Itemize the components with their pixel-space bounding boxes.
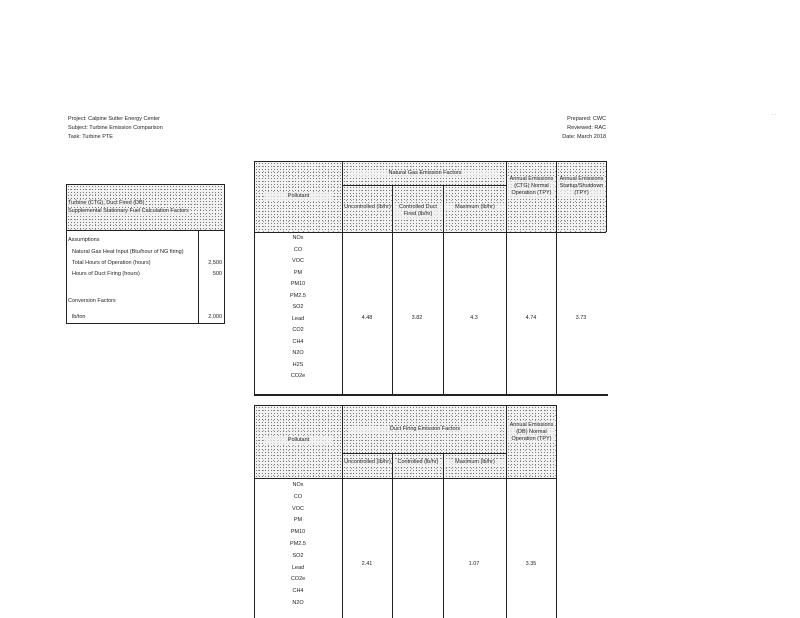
table2-pollutant-name: CH4 (292, 588, 304, 595)
assumption-row-label: Hours of Duct Firing (hours) (72, 271, 140, 277)
table2-pollutant-name: CO (293, 493, 303, 500)
table2-value: 3.35 (525, 561, 537, 567)
table1-pollutant-name: H2S (292, 361, 304, 368)
table1-subheader: Maximum (lb/hr) (446, 204, 504, 211)
table2-pollutant-header: Pollutant (265, 437, 332, 444)
table2-subheader: Uncontrolled (lb/hr) (344, 459, 391, 465)
subject-line: Subject: Turbine Emission Comparison (68, 125, 163, 131)
table1-left-border (254, 161, 255, 394)
table2-group-divider (343, 453, 506, 454)
table2-value: 2.41 (361, 561, 373, 567)
assumption-row-label: Natural Gas Heat Input (Btu/hour of NG firing) (72, 249, 184, 255)
table1-col-line (443, 186, 444, 394)
table2-pollutant-name: PM (293, 517, 303, 524)
table2-header-bottom (254, 478, 556, 479)
table2-pollutant-name: PM2.5 (290, 541, 306, 547)
table1-pollutant-name: PM10 (290, 281, 306, 287)
table1-col-line (506, 161, 507, 394)
table1-pollutant-name: PM (293, 269, 303, 276)
table2-col-line (506, 405, 507, 618)
table1-col-line (392, 186, 393, 394)
table1-pollutant-name: CO (293, 246, 303, 253)
table1-value: 4.74 (525, 315, 537, 321)
table2-col-line (342, 405, 343, 618)
table1-value: 3.82 (411, 315, 423, 321)
parameter-box-divider (66, 230, 225, 231)
table1-annual-header-cell (507, 162, 556, 232)
prepared-line: Prepared: CWC (567, 116, 606, 122)
table2-group-header: Duct Firing Emission Factors (350, 426, 500, 433)
review-header (560, 115, 606, 142)
project-header (68, 115, 163, 142)
table1-value: 4.48 (361, 315, 373, 321)
table1-subheader: Controlled Duct Fired (lb/hr) (394, 204, 442, 218)
table1-value: 3.73 (575, 315, 587, 321)
table1-pollutant-name: PM2.5 (290, 292, 306, 299)
parameter-box-column-line (198, 230, 199, 324)
reviewed-line: Reviewed: RAC (567, 125, 606, 131)
table1-pollutant-name: CO2 (292, 327, 304, 333)
assumptions-label: Assumptions (68, 237, 100, 243)
table1-subheader: Uncontrolled (lb/hr) (344, 204, 391, 210)
table1-pollutant-name: CO2e (290, 373, 306, 379)
table1-value: 4.3 (470, 315, 478, 321)
table2-pollutant-name: SO2 (292, 552, 304, 559)
table1-pollutant-name: VOC (292, 258, 304, 264)
table1-header-bottom (254, 232, 606, 233)
table2-pollutant-name: N2O (292, 600, 304, 606)
table1-pollutant-name: SO2 (292, 304, 304, 310)
table2-annual-header: Annual Emissions (DB) Normal Operation (TPY) (509, 422, 554, 442)
assumption-row-label: Total Hours of Operation (hours) (72, 260, 151, 266)
table2-right-border (556, 405, 557, 618)
table1-pollutant-header: Pollutant (265, 193, 332, 200)
table1-pollutant-name: N2O (292, 350, 304, 356)
conversion-label: Conversion Factors (68, 298, 116, 304)
assumption-row-value: 2,500 (208, 260, 222, 266)
parameter-box-title2: Supplemental Stationary Fuel Calculation Factors (68, 208, 189, 214)
conversion-row-label: lb/ton (72, 314, 86, 320)
table2-pollutant-name: VOC (292, 505, 304, 512)
table1-bottom-border (254, 394, 608, 396)
table2-subheader: Controlled (lb/hr) (394, 459, 442, 466)
assumption-row-value: 500 (212, 271, 222, 277)
table2-pollutant-name: PM10 (290, 529, 306, 536)
table2-pollutant-name: CO2e (290, 576, 306, 583)
table1-group-header: Natural Gas Emission Factors (350, 170, 500, 177)
table1-pollutant-name: CH4 (292, 338, 304, 345)
conversion-row-value: 2,000 (208, 314, 222, 320)
parameter-box-title1: Turbine (CTG), Duct Fired (DB) (68, 200, 145, 206)
table1-pollutant-name: NOx (292, 235, 304, 241)
task-line: Task: Turbine PTE (68, 134, 113, 140)
table1-col-line (556, 161, 557, 394)
table2-left-border (254, 405, 255, 618)
project-line: Project: Calpine Sutter Energy Center (68, 116, 161, 122)
table1-group-divider (343, 185, 506, 186)
margin-mark: · · (772, 112, 777, 118)
table1-col-line (342, 161, 343, 394)
table1-pollutant-name: Lead (291, 315, 305, 322)
table1-right-border (606, 161, 607, 232)
table2-value: 1.07 (468, 561, 480, 567)
table2-pollutant-name: Lead (291, 564, 305, 571)
table2-subheader: Maximum (lb/hr) (446, 459, 504, 466)
table2-subheader-cell (343, 454, 506, 478)
table1-annual-header: Annual Emissions (CTG) Normal Operation (TPY) (509, 176, 554, 196)
table2-pollutant-name: NOx (292, 482, 304, 488)
date-line: Date: March 2018 (562, 134, 606, 140)
table1-annual2-header-cell (557, 162, 606, 232)
table1-annual2-header: Annual Emissions Startup/Shutdown (TPY) (559, 176, 604, 196)
